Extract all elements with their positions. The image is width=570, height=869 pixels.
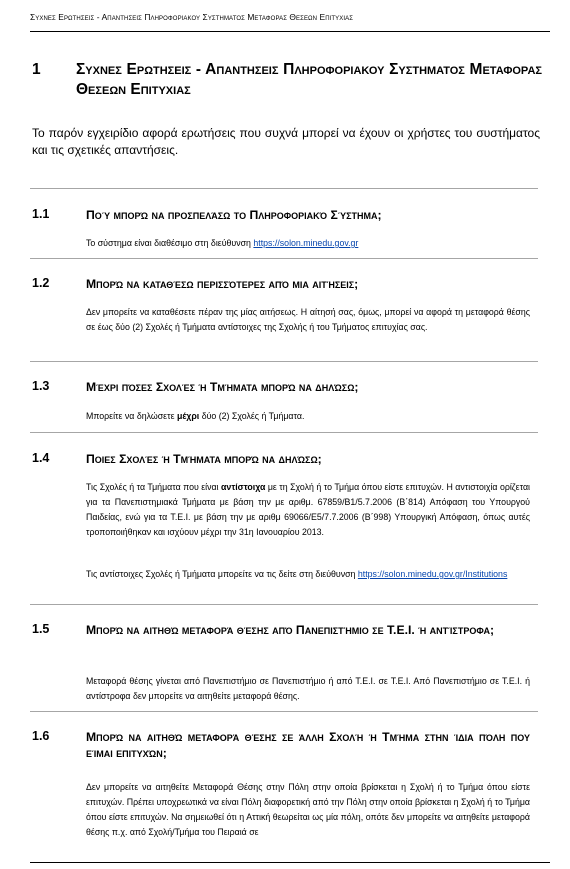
section-answer — [86, 236, 530, 251]
footer-rule — [30, 862, 550, 863]
section-title: Μπορώ να αιτηθώ μεταφορά θέσης από Πανεπιστήμιο σε Τ.Ε.Ι. ή αντίστροφα; — [86, 623, 495, 637]
chapter-number: 1 — [32, 61, 41, 78]
answer-text: με τη Σχολή ή το Τμήμα όπου είστε επιτυχών. Η αντιστοιχία ορίζεται για τα Πανεπιστημιακά Τμήματα με βάση την με αριθμ. 67859/Β1/5.7.2006 (Β΄814) Απόφαση του Υπουργού Παιδείας, ενώ για τα Τ.Ε.Ι. με βάση την με αριθμ 69066/Ε5/7.7.2006 (Β΄998) Υπουργική Απόφαση, όπως αυτές τροποποιήθηκαν και ισχύουν μέχρι την 31η Ιανουαρίου 2013. — [86, 482, 530, 537]
section-number: 1.1 — [32, 207, 50, 221]
section-divider — [30, 432, 538, 433]
section-number: 1.2 — [32, 276, 50, 290]
section-answer — [86, 480, 530, 540]
section-title: Μέχρι πόσες Σχολές ή Τμήματα μπορώ να δηλώσω; — [86, 380, 359, 394]
answer-text: Τις Σχολές ή τα Τμήματα που είναι — [86, 482, 222, 492]
answer-bold: μέχρι — [176, 411, 200, 421]
answer-bold: αντίστοιχα — [221, 482, 266, 492]
institutions-link[interactable]: https://solon.minedu.gov.gr/Institutions — [357, 569, 508, 579]
chapter-intro: Το παρόν εγχειρίδιο αφορά ερωτήσεις που συχνά μπορεί να έχουν οι χρήστες του συστήματος και τις σχετικές απαντήσεις. — [32, 126, 540, 157]
section-divider — [30, 604, 538, 605]
section-divider — [30, 188, 538, 189]
running-header: Συχνες Ερωτησεις - Απαντησεις Πληροφοριακου Συστηματος Μεταφορας Θεσεων Επιτυχιας — [30, 12, 354, 22]
section-title: Πού μπορώ να προσπελάσω το Πληροφοριακό Σύστημα; — [86, 208, 382, 222]
answer-text: Τις αντίστοιχες Σχολές ή Τμήματα μπορείτε να τις δείτε στη διεύθυνση — [86, 569, 358, 579]
section-number: 1.5 — [32, 622, 50, 636]
section-title: Ποιες Σχολές ή Τμήματα μπορώ να δηλώσω; — [86, 452, 322, 466]
section-divider — [30, 711, 538, 712]
answer-text: Το σύστημα είναι διαθέσιμο στη διεύθυνση — [86, 238, 254, 248]
section-answer-2 — [86, 567, 530, 582]
section-number: 1.4 — [32, 451, 50, 465]
section-number: 1.3 — [32, 379, 50, 393]
section-answer — [86, 409, 530, 424]
chapter-title: Συχνες Ερωτησεις - Απαντησεις Πληροφοριακου Συστηματος Μεταφορας Θεσεων Επιτυχιας — [76, 61, 542, 98]
answer-text: Μπορείτε να δηλώσετε — [86, 411, 177, 421]
section-title: Μπορώ να καταθέσω περισσότερες από μια αιτήσεις; — [86, 277, 359, 291]
section-answer: Δεν μπορείτε να καταθέσετε πέραν της μίας αιτήσεως. Η αίτησή σας, όμως, μπορεί να αφορά τη μεταφορά θέσης σε έως δύο (2) Σχολές ή Τμήματα αντίστοιχες της Σχολής ή του Τμήματος επιτυχίας σας. — [86, 307, 530, 332]
section-answer: Μεταφορά θέσης γίνεται από Πανεπιστήμιο σε Πανεπιστήμιο ή από Τ.Ε.Ι. σε Τ.Ε.Ι. Από Πανεπιστήμιο σε Τ.Ε.Ι. ή αντίστροφα δεν μπορείτε να αιτηθείτε μεταφορά θέσης. — [86, 676, 530, 701]
section-answer: Δεν μπορείτε να αιτηθείτε Μεταφορά Θέσης στην Πόλη στην οποία βρίσκεται η Σχολή ή το Τμήμα όπου είστε επιτυχών. Πρέπει υποχρεωτικά να είναι Πόλη διαφορετική από την Πόλη στην οποία βρίσκεται η Σχολή ή το Τμήμα όπου είστε επιτυχών. Να σημειωθεί ότι η Αττική θεωρείται ως μία πόλη, οπότε δεν μπορείτε να αιτηθείτε μεταφορά θέσης π.χ. από Σχολή/Τμήμα του Πειραιά σε — [86, 782, 530, 837]
section-divider — [30, 361, 538, 362]
section-number: 1.6 — [32, 729, 50, 743]
answer-text: δύο (2) Σχολές ή Τμήματα. — [199, 411, 305, 421]
header-rule — [30, 31, 550, 32]
solon-link[interactable]: https://solon.minedu.gov.gr — [253, 238, 359, 248]
section-divider — [30, 258, 538, 259]
section-title: Μπορώ να αιτηθώ μεταφορά θέσης σε άλλη Σχολή ή Τμήμα στην ίδια πόλη που είμαι επιτυχών; — [86, 730, 530, 760]
